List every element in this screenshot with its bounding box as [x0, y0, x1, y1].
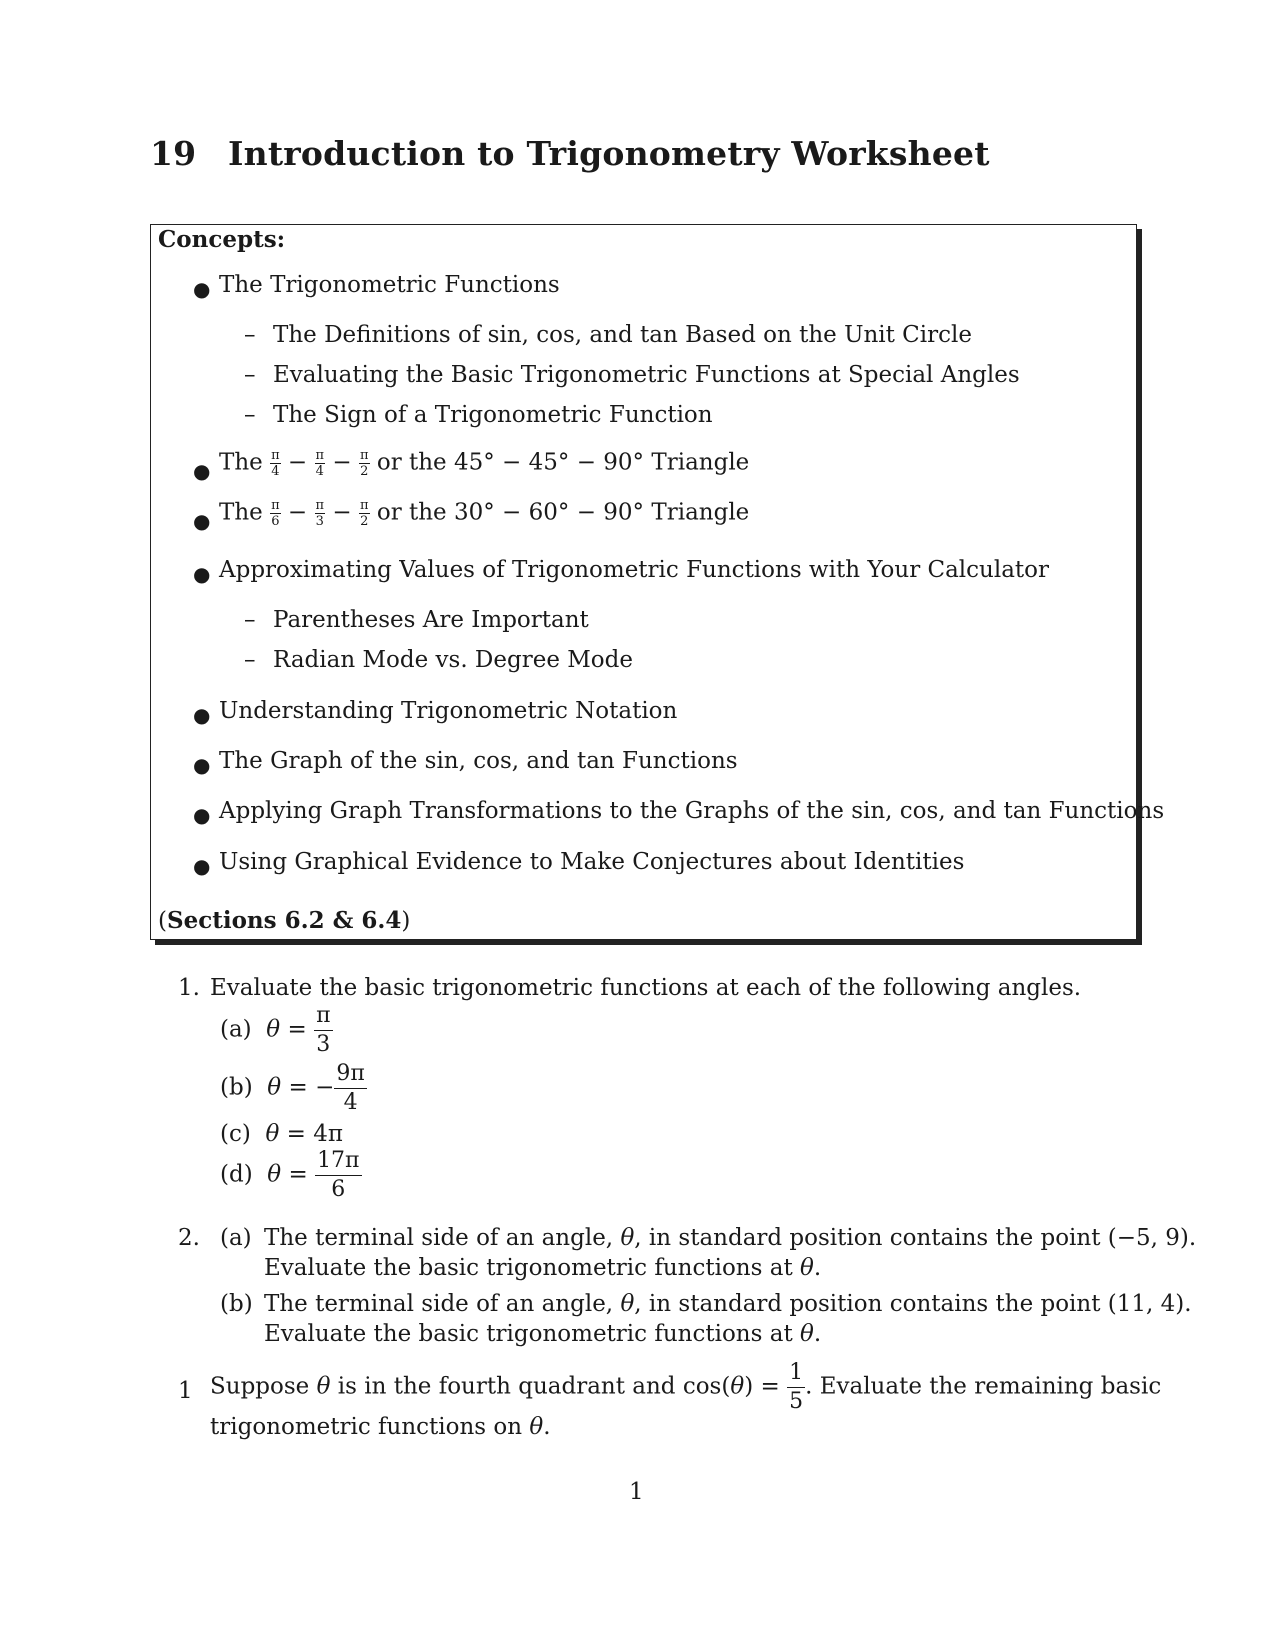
concept-subitem: The Sign of a Trigonometric Function	[273, 402, 713, 428]
problem-text: Evaluate the basic trigonometric functions at θ.	[264, 1321, 822, 1347]
bullet-icon: ●	[193, 562, 211, 586]
bullet-icon: ●	[193, 803, 211, 827]
problem-number: 1.	[178, 975, 200, 1001]
bullet-icon: ●	[193, 753, 211, 777]
problem-number: 1	[178, 1378, 193, 1404]
page-title	[150, 134, 990, 173]
problem-part-label: (b)	[220, 1291, 253, 1317]
concept-item: The $\frac{\pi}{4}$ − $\frac{\pi}{4}$ − $\frac{\pi}{2}$ or the 45° − 45° − 90° Triangle	[219, 448, 750, 479]
dash-icon: –	[244, 607, 256, 633]
problem-text: trigonometric functions on θ.	[210, 1414, 551, 1440]
concept-subitem: Parentheses Are Important	[273, 607, 589, 633]
page-number: 1	[629, 1479, 644, 1505]
dash-icon: –	[244, 647, 256, 673]
bullet-icon: ●	[193, 277, 211, 301]
dash-icon: –	[244, 362, 256, 388]
concept-prefix: The	[219, 499, 263, 526]
concept-item: The Trigonometric Functions	[219, 272, 560, 298]
problem-text: Evaluate the basic trigonometric functions at θ.	[264, 1255, 822, 1281]
fraction: $\frac{\pi}{4}$	[315, 448, 325, 479]
concept-subitem: Radian Mode vs. Degree Mode	[273, 647, 633, 673]
concept-item: Approximating Values of Trigonometric Functions with Your Calculator	[219, 557, 1050, 583]
section-number: 19	[150, 134, 197, 173]
fraction: $\frac{1}{5}$	[789, 1360, 804, 1414]
section-title: Introduction to Trigonometry Worksheet	[228, 134, 990, 173]
fraction: $\frac{9\pi}{4}$	[336, 1061, 365, 1115]
problem-number: 2.	[178, 1225, 200, 1251]
problem-part-label: (a)	[220, 1225, 252, 1251]
dash-icon: –	[244, 402, 256, 428]
fraction: $\frac{\pi}{4}$	[271, 448, 280, 479]
problem-text: Evaluate the basic trigonometric functions at each of the following angles.	[210, 975, 1082, 1001]
bullet-icon: ●	[193, 509, 211, 533]
concept-item: Applying Graph Transformations to the Graphs of the sin, cos, and tan Functions	[219, 798, 1165, 824]
fraction: $\frac{\pi}{3}$	[315, 498, 325, 529]
concept-suffix: or the 30° − 60° − 90° Triangle	[376, 499, 750, 526]
fraction: $\frac{17\pi}{6}$	[317, 1148, 360, 1202]
problem-text: The terminal side of an angle, θ, in standard position contains the point (11, 4).	[264, 1291, 1192, 1317]
problem-text: The terminal side of an angle, θ, in standard position contains the point (−5, 9).	[264, 1225, 1197, 1251]
concept-item: The $\frac{\pi}{6}$ − $\frac{\pi}{3}$ − $\frac{\pi}{2}$ or the 30° − 60° − 90° Triangle	[219, 498, 750, 529]
fraction: $\frac{\pi}{3}$	[316, 1003, 331, 1057]
fraction: $\frac{\pi}{2}$	[359, 448, 369, 479]
concept-subitem: Evaluating the Basic Trigonometric Functions at Special Angles	[273, 362, 1020, 388]
bullet-icon: ●	[193, 854, 211, 878]
bullet-icon: ●	[193, 459, 211, 483]
concept-subitem: The Definitions of sin, cos, and tan Based on the Unit Circle	[273, 322, 972, 348]
problem-part: (b) θ = − $\frac{9\pi}{4}$	[220, 1061, 365, 1115]
concept-item: Using Graphical Evidence to Make Conjectures about Identities	[219, 849, 965, 875]
fraction: $\frac{\pi}{6}$	[271, 498, 280, 529]
dash-icon: –	[244, 322, 256, 348]
concept-suffix: or the 45° − 45° − 90° Triangle	[376, 449, 750, 476]
problem-part: (c) θ = 4π	[220, 1121, 343, 1147]
problem-part: (d) θ = $\frac{17\pi}{6}$	[220, 1148, 360, 1202]
problem-part: (a) θ = $\frac{\pi}{3}$	[220, 1003, 331, 1057]
concept-item: Understanding Trigonometric Notation	[219, 698, 678, 724]
concept-prefix: The	[219, 449, 263, 476]
sections-reference: (Sections 6.2 & 6.4)	[158, 907, 411, 934]
bullet-icon: ●	[193, 703, 211, 727]
problem-text: Suppose θ is in the fourth quadrant and cos(θ) = $\frac{1}{5}$ . Evaluate the remaining basic	[210, 1360, 1162, 1414]
concept-item: The Graph of the sin, cos, and tan Functions	[219, 748, 738, 774]
fraction: $\frac{\pi}{2}$	[359, 498, 369, 529]
concepts-heading: Concepts:	[158, 226, 286, 253]
